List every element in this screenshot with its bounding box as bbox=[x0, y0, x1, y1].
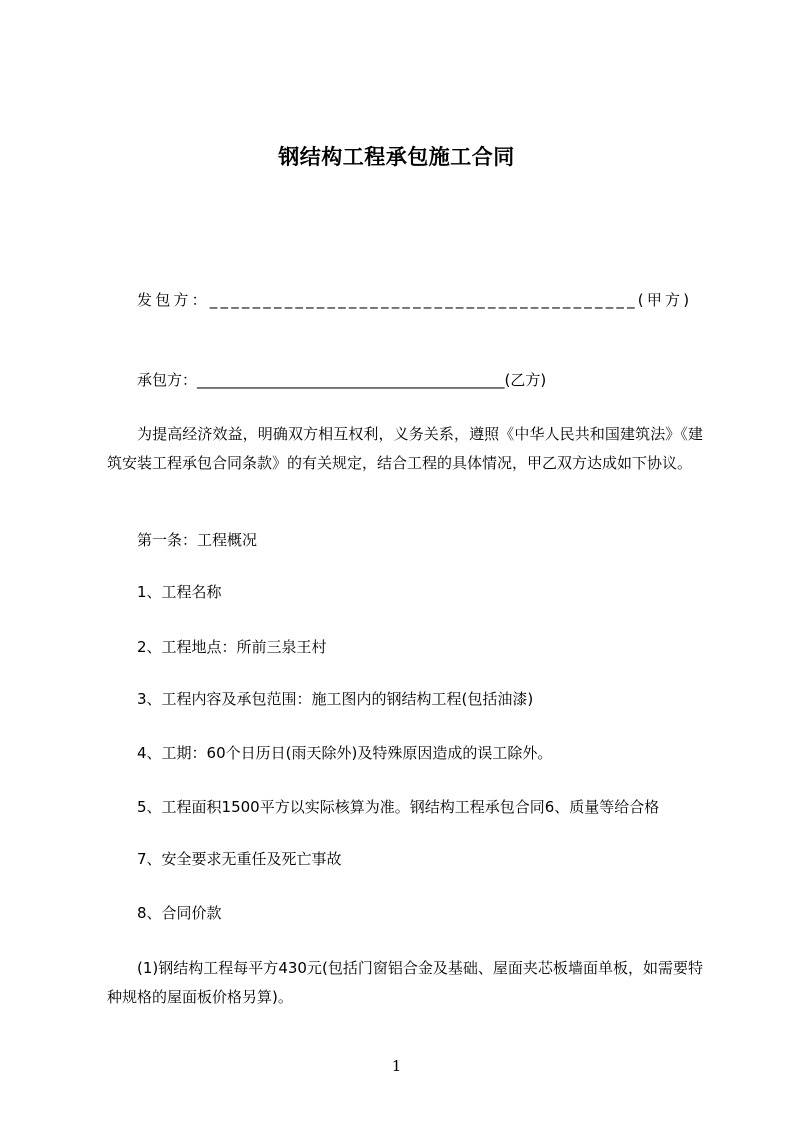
article-1-heading: 第一条：工程概况 bbox=[137, 531, 258, 549]
party-a-line: 发包方：________________________________________(甲方) bbox=[137, 291, 693, 309]
item-construction-period: 4、工期：60个日历日(雨天除外)及特殊原因造成的误工除外。 bbox=[137, 744, 553, 762]
item-project-area: 5、工程面积1500平方以实际核算为准。钢结构工程承包合同6、质量等给合格 bbox=[137, 798, 660, 816]
party-b-line: 承包方：_________________________________________(乙方) bbox=[137, 371, 547, 389]
item-contract-price: 8、合同价款 bbox=[137, 904, 222, 922]
item-safety-requirement: 7、安全要求无重任及死亡事故 bbox=[137, 850, 342, 868]
item-project-scope: 3、工程内容及承包范围：施工图内的钢结构工程(包括油漆) bbox=[137, 690, 534, 708]
document-title: 钢结构工程承包施工合同 bbox=[278, 145, 515, 169]
item-project-name: 1、工程名称 bbox=[137, 583, 222, 601]
intro-paragraph: 为提高经济效益，明确双方相互权利，义务关系，遵照《中华人民共和国建筑法》《建筑安装工程承包合同条款》的有关规定，结合工程的具体情况，甲乙双方达成如下协议。 bbox=[107, 425, 703, 472]
page-number: 1 bbox=[391, 1057, 402, 1075]
price-paragraph: (1)钢结构工程每平方430元(包括门窗铝合金及基础、屋面夹芯板墙面单板，如需要特种规格的屋面板价格另算)。 bbox=[107, 959, 703, 1006]
item-project-location: 2、工程地点：所前三泉王村 bbox=[137, 638, 327, 656]
